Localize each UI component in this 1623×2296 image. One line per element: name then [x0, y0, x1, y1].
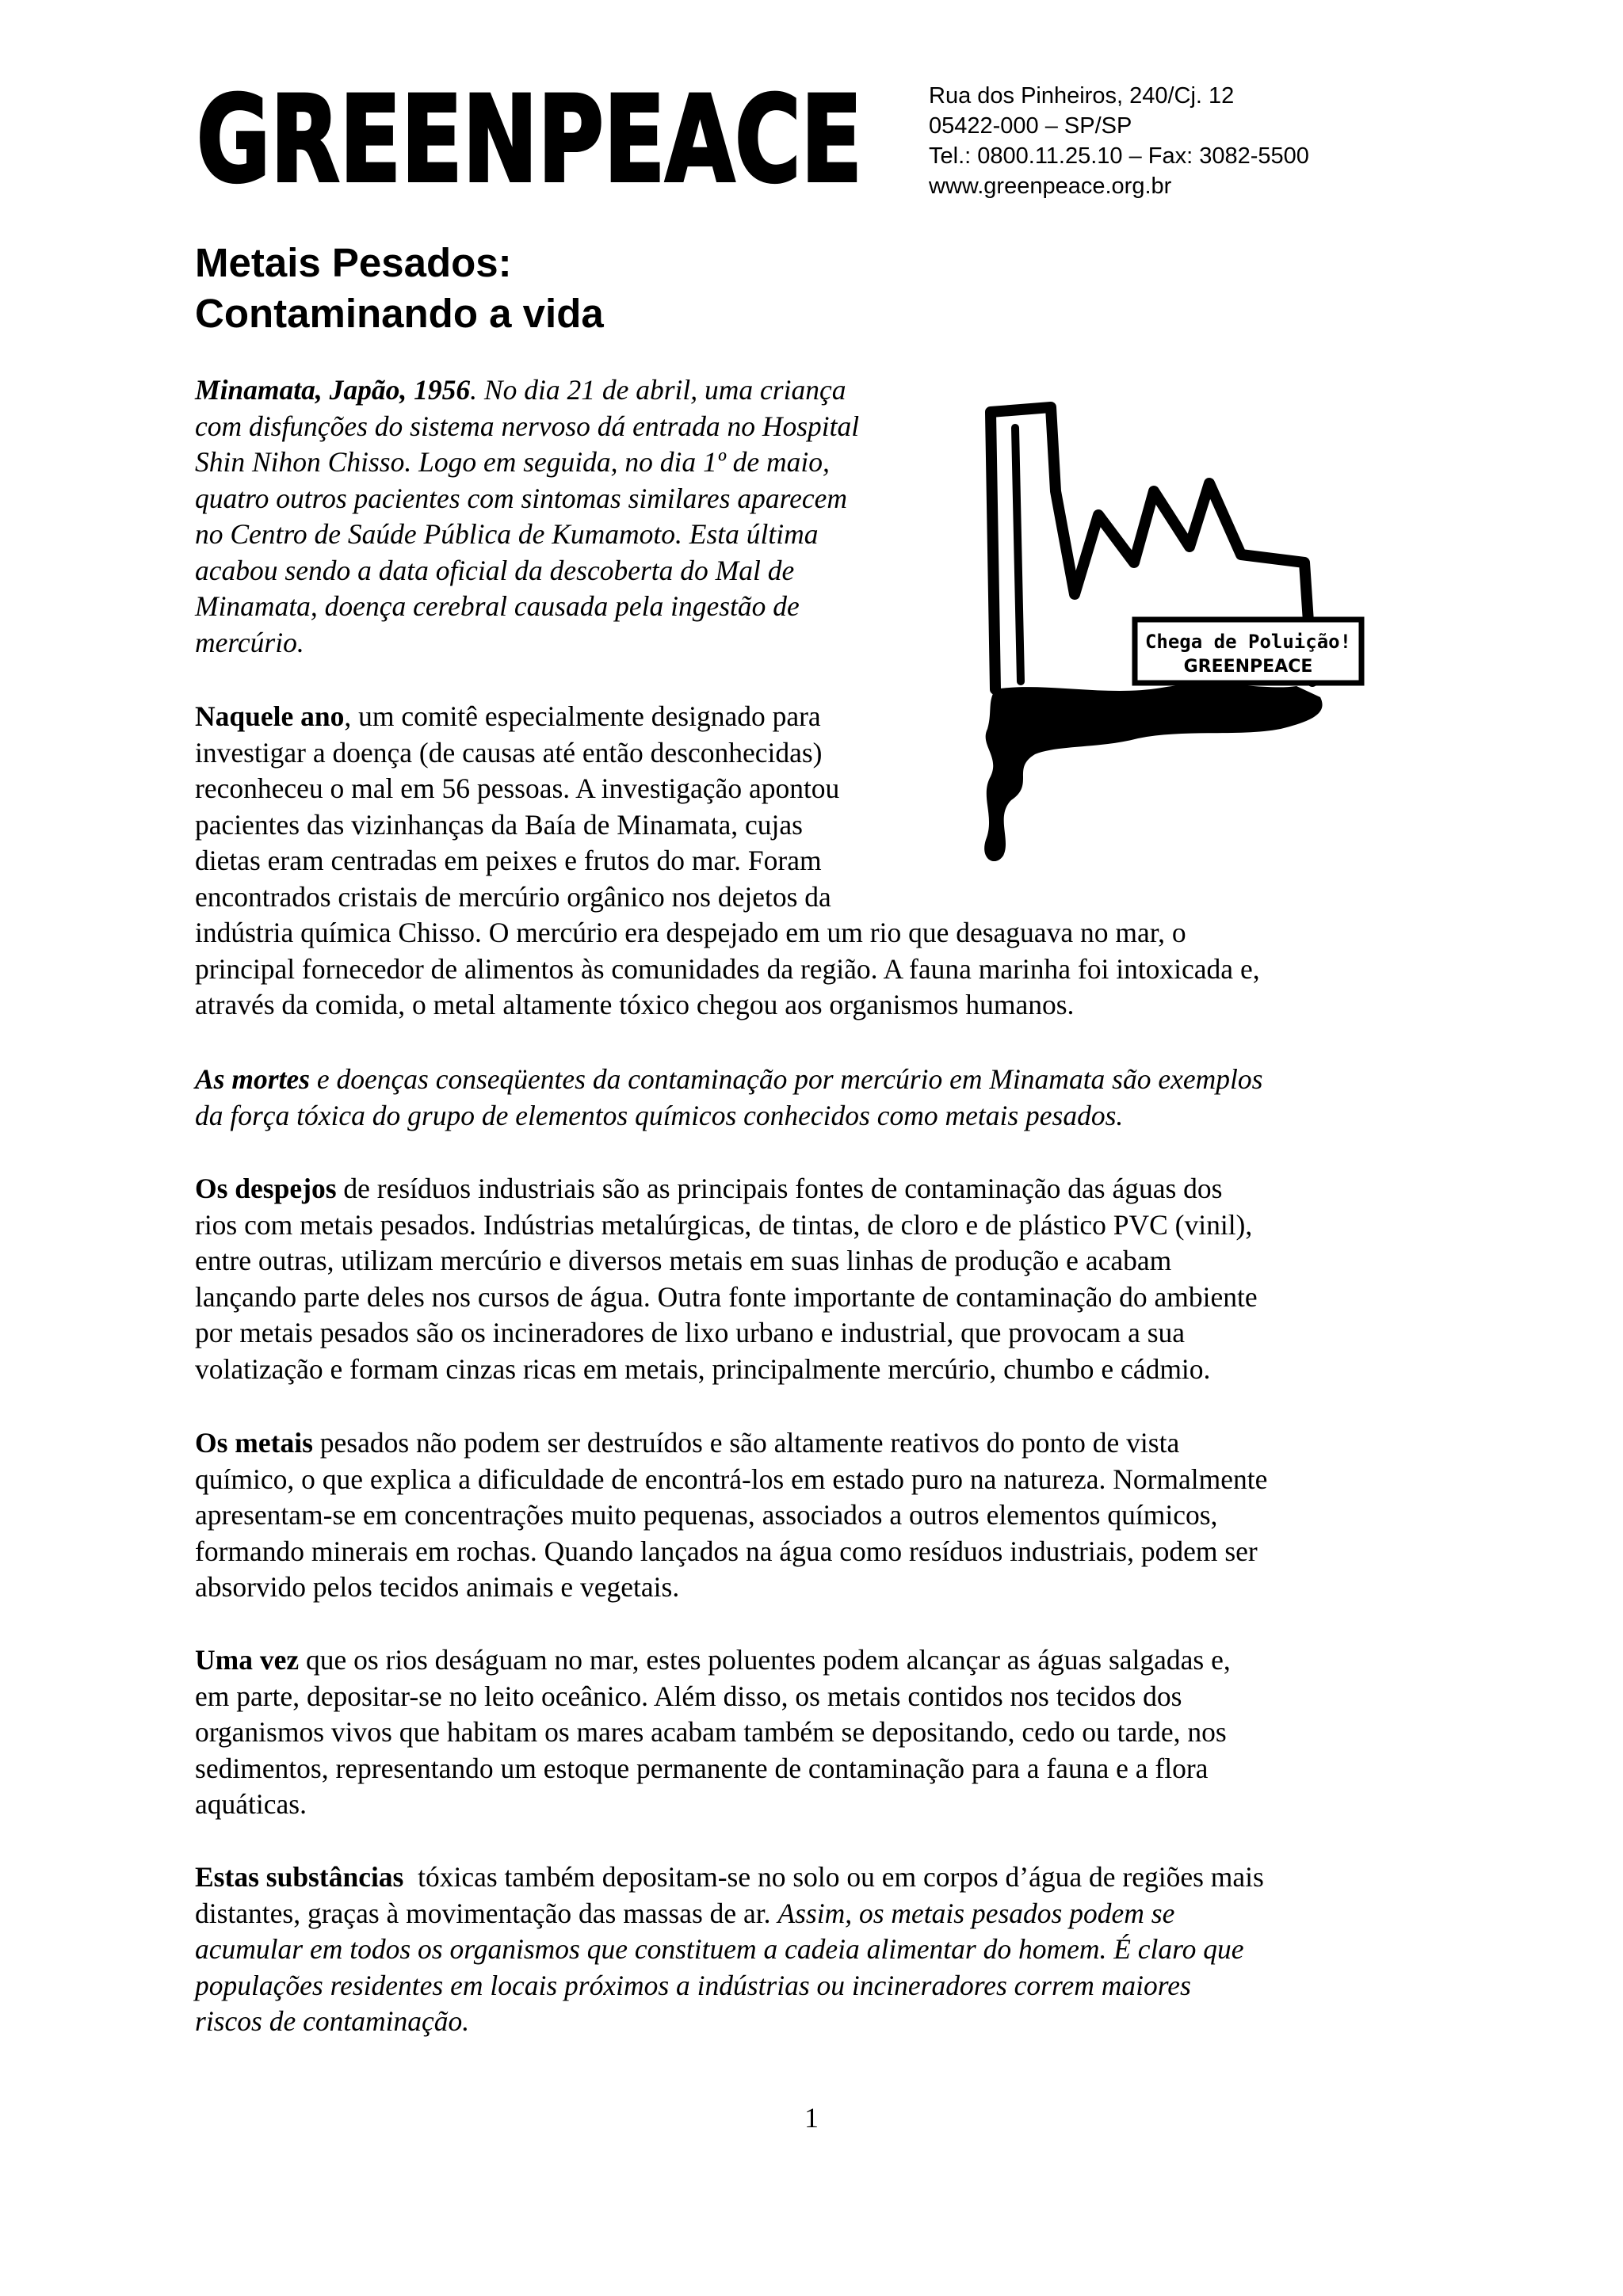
paragraph-lead: Minamata, Japão, 1956	[195, 374, 471, 406]
text-line: Shin Nihon Chisso. Logo em seguida, no dia 1º de maio,	[195, 446, 830, 478]
text-line: sedimentos, representando um estoque permanente de contaminação para a fauna e a flora	[195, 1752, 1209, 1784]
text-span: tóxicas também depositam-se no solo ou em corpos d’água de regiões mais	[403, 1861, 1264, 1893]
text-line: rios com metais pesados. Indústrias metalúrgicas, de tintas, de cloro e de plástico PVC (vinil),	[195, 1208, 1253, 1241]
address-line: 05422-000 – SP/SP	[929, 113, 1132, 139]
document-title	[195, 238, 1146, 339]
text-line	[195, 1171, 1258, 1207]
paragraph-minamata	[195, 372, 859, 661]
paragraph-lead: As mortes	[195, 1063, 310, 1095]
text-line	[195, 372, 859, 409]
text-line: volatização e formam cinzas ricas em metais, principalmente mercúrio, chumbo e cádmio.	[195, 1352, 1211, 1385]
address-website: www.greenpeace.org.br	[929, 174, 1172, 199]
text-line: indústria química Chisso. O mercúrio era despejado em um rio que desaguava no mar, o	[195, 917, 1186, 948]
paragraph-lead: Naquele ano	[195, 700, 345, 732]
chimney-inner	[1015, 428, 1021, 681]
text-line: no Centro de Saúde Pública de Kumamoto. Esta última	[195, 518, 819, 550]
text-line: organismos vivos que habitam os mares acabam também se depositando, cedo ou tarde, nos	[195, 1716, 1227, 1748]
text-span: de resíduos industriais são as principais fontes de contaminação das águas dos	[336, 1173, 1223, 1204]
title-line: Metais Pesados:	[195, 240, 512, 285]
text-line: em parte, depositar-se no leito oceânico. Além disso, os metais contidos nos tecidos dos	[195, 1680, 1182, 1712]
text-span: que os rios deságuam no mar, estes poluentes podem alcançar as águas salgadas e,	[299, 1644, 1231, 1676]
paragraph-uma-vez	[195, 1642, 1231, 1823]
text-line: com disfunções do sistema nervoso dá entrada no Hospital	[195, 410, 860, 442]
text-line: mercúrio.	[195, 626, 304, 658]
text-line: apresentam-se em concentrações muito pequenas, associados a outros elementos químicos,	[195, 1499, 1218, 1531]
text-line: encontrados cristais de mercúrio orgânico nos dejetos da	[195, 880, 831, 913]
address-block	[929, 81, 1579, 201]
page-number: 1	[804, 2102, 819, 2134]
text-line	[195, 1896, 1264, 1932]
text-line	[195, 1062, 1262, 1098]
text-line: Minamata, doença cerebral causada pela ingestão de	[195, 590, 800, 622]
text-line: pacientes das vizinhanças da Baía de Minamata, cujas	[195, 808, 803, 841]
paragraph-estas-substancias	[195, 1859, 1264, 2040]
text-span: , um comitê especialmente designado para	[344, 700, 821, 732]
text-line: por metais pesados são os incineradores de lixo urbano e industrial, que provocam a sua	[195, 1317, 1186, 1348]
text-line: populações residentes em locais próximos a indústrias ou incineradores correm maiores	[195, 1969, 1191, 2001]
paragraph-os-metais	[195, 1425, 1267, 1606]
paragraph-as-mortes	[195, 1062, 1262, 1134]
text-line: acumular em todos os organismos que constituem a cadeia alimentar do homem. É claro que	[195, 1933, 1244, 1965]
text-line: formando minerais em rochas. Quando lançados na água como resíduos industriais, podem ser	[195, 1535, 1258, 1567]
text-line: da força tóxica do grupo de elementos químicos conhecidos como metais pesados.	[195, 1099, 1124, 1131]
text-line: dietas eram centradas em peixes e frutos do mar. Foram	[195, 845, 822, 876]
text-span: distantes, graças à movimentação das massas de ar.	[195, 1897, 778, 1929]
address-line: Tel.: 0800.11.25.10 – Fax: 3082-5500	[929, 143, 1309, 169]
text-line	[195, 1642, 1231, 1679]
text-line	[195, 699, 1260, 735]
text-line	[195, 1859, 1264, 1896]
text-line: através da comida, o metal altamente tóxico chegou aos organismos humanos.	[195, 989, 1075, 1020]
paragraph-lead: Uma vez	[195, 1644, 300, 1676]
paragraph-naquele-ano	[195, 699, 1260, 1024]
text-line: reconheceu o mal em 56 pessoas. A investigação apontou	[195, 772, 840, 804]
sign-logo-text: GREENPEACE	[1183, 657, 1313, 677]
text-line: principal fornecedor de alimentos às comunidades da região. A fauna marinha foi intoxicada e,	[195, 952, 1260, 985]
greenpeace-logo-icon	[192, 76, 873, 203]
text-line: investigar a doença (de causas até então desconhecidas)	[195, 736, 823, 769]
paragraph-lead: Estas substâncias	[195, 1861, 404, 1893]
paragraph-lead: Os despejos	[195, 1173, 337, 1204]
title-line: Contaminando a vida	[195, 291, 604, 336]
paragraph-os-despejos	[195, 1171, 1258, 1387]
greenpeace-logo	[192, 76, 873, 203]
text-line: aquáticas.	[195, 1788, 307, 1820]
paragraph-lead: Os metais	[195, 1427, 313, 1459]
svg-text:GREENPEACE: GREENPEACE	[197, 76, 862, 203]
text-line: riscos de contaminação.	[195, 2005, 470, 2037]
text-span: pesados não podem ser destruídos e são altamente reativos do ponto de vista	[312, 1427, 1180, 1459]
text-span-italic: Assim, os metais pesados podem se	[777, 1897, 1175, 1929]
sign-text: Chega de Poluição!	[1144, 631, 1352, 653]
text-span: e doenças conseqüentes da contaminação por mercúrio em Minamata são exemplos	[309, 1063, 1263, 1095]
text-line: acabou sendo a data oficial da descoberta do Mal de	[195, 554, 795, 586]
text-line: quatro outros pacientes com sintomas similares aparecem	[195, 482, 848, 514]
address-line: Rua dos Pinheiros, 240/Cj. 12	[929, 83, 1235, 109]
text-line: absorvido pelos tecidos animais e vegetais.	[195, 1571, 680, 1603]
text-line: entre outras, utilizam mercúrio e diversos metais em suas linhas de produção e acabam	[195, 1245, 1172, 1276]
text-span: . No dia 21 de abril, uma criança	[470, 374, 846, 406]
text-line	[195, 1425, 1267, 1462]
text-line: químico, o que explica a dificuldade de encontrá-los em estado puro na natureza. Normalmente	[195, 1463, 1268, 1495]
text-line: lançando parte deles nos cursos de água. Outra fonte importante de contaminação do ambiente	[195, 1280, 1258, 1313]
